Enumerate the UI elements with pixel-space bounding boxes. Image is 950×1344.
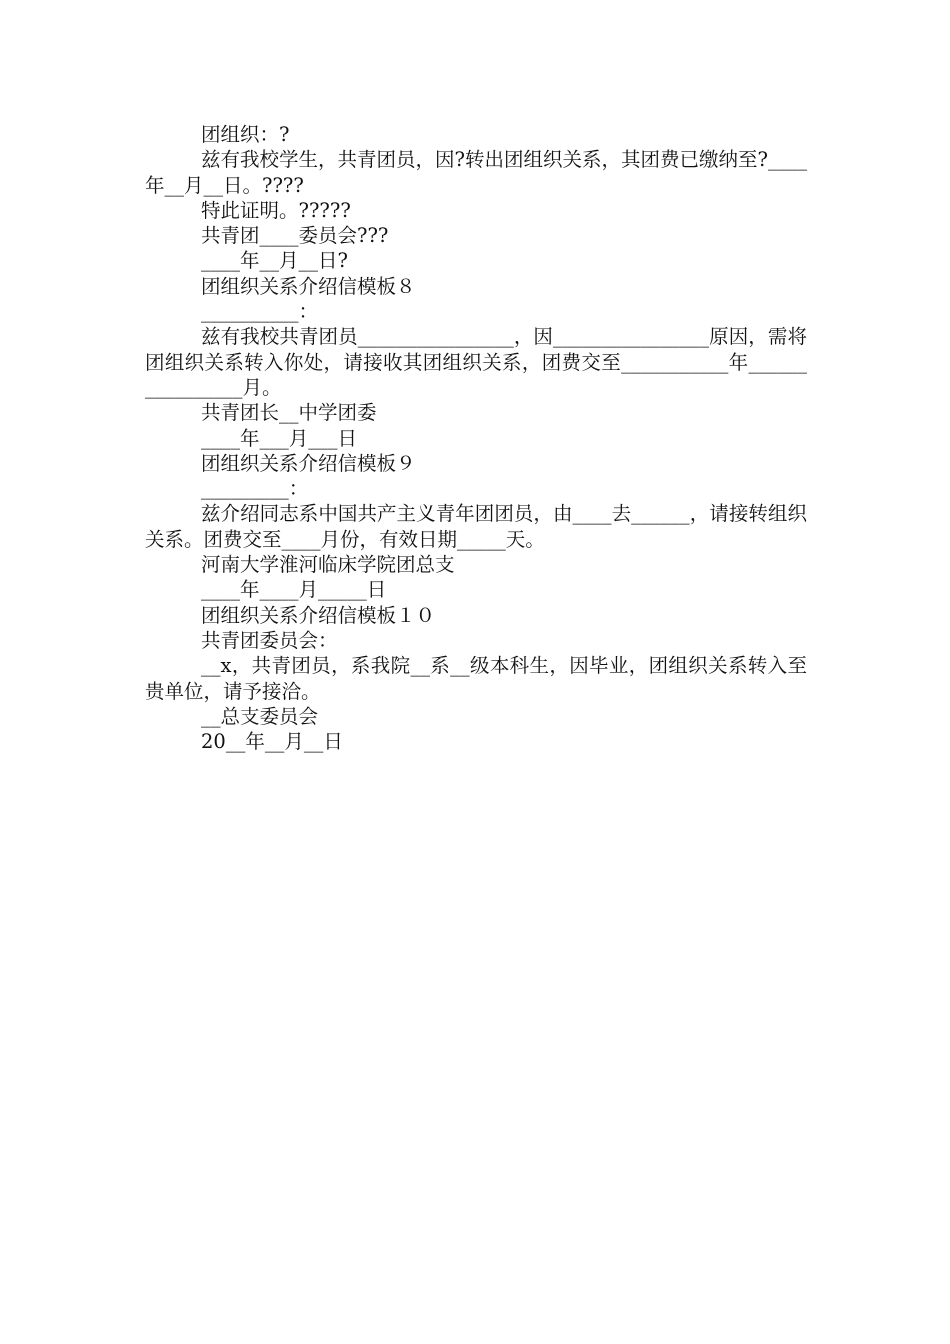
salutation: 团组织：?: [201, 123, 290, 146]
date-line: ____年___月___日: [201, 426, 358, 450]
salutation: _________：: [201, 477, 309, 501]
body-paragraph: 兹介绍同志系中国共产主义青年团团员，由____去______，请接转组织关系。团费交至____月份，有效日期_____天。: [145, 502, 807, 551]
template-heading: 团组织关系介绍信模板１０: [201, 603, 436, 627]
date-line: ____年____月_____日: [201, 578, 387, 602]
signature-line: 河南大学淮河临床学院团总支: [201, 553, 455, 577]
template-heading: 团组织关系介绍信模板９: [201, 451, 416, 475]
date-line: 20__年__月__日: [201, 730, 343, 754]
body-paragraph: 兹有我校学生，共青团员，因?转出团组织关系，其团费已缴纳至?____年__月__日。????: [145, 148, 807, 197]
body-paragraph: __x，共青团员，系我院__系__级本科生，因毕业，团组织关系转入至贵单位，请予接洽。: [145, 654, 807, 703]
closing-line: 特此证明。?????: [201, 198, 351, 222]
template-heading: 团组织关系介绍信模板８: [201, 274, 416, 298]
salutation: 共青团委员会：: [201, 628, 338, 652]
document-body: [145, 122, 807, 754]
body-paragraph: 兹有我校共青团员________________，因________________原因，需将团组织关系转入你处，请接收其团组织关系，团费交至___________年________________月。: [145, 325, 807, 399]
signature-line: __总支委员会: [201, 704, 319, 728]
signature-line: 共青团____委员会???: [201, 224, 389, 248]
salutation: __________：: [201, 300, 319, 324]
date-line: ____年__月__日?: [201, 249, 348, 273]
signature-line: 共青团长__中学团委: [201, 401, 377, 425]
